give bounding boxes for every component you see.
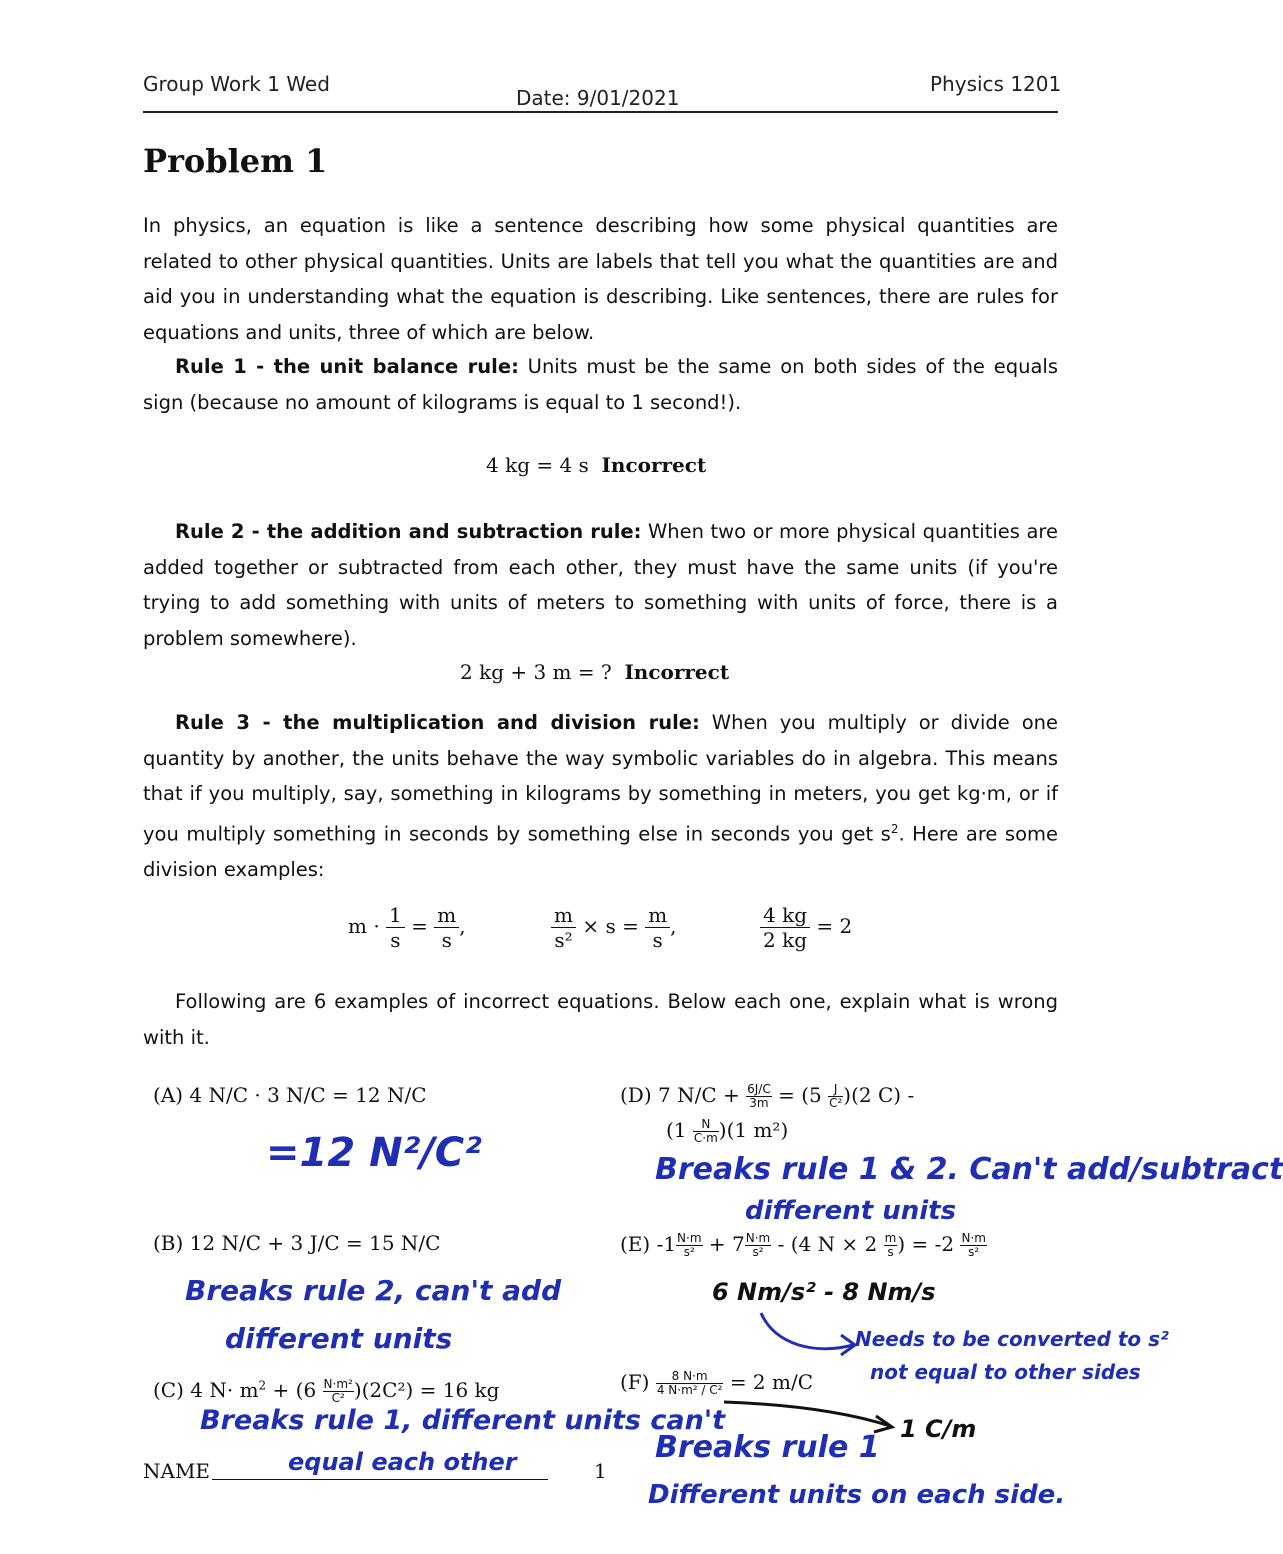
problem-f-part2: = 2 m/C — [729, 1370, 814, 1394]
d-frac2-num: J — [828, 1083, 843, 1097]
problem-b: (B) 12 N/C + 3 J/C = 15 N/C — [153, 1231, 441, 1255]
page-number: 1 — [594, 1459, 607, 1483]
e-frac1-num: N·m — [677, 1231, 702, 1245]
name-label: NAME — [143, 1459, 211, 1483]
problem-a: (A) 4 N/C · 3 N/C = 12 N/C — [153, 1083, 427, 1107]
division-example-2 — [551, 903, 677, 952]
ex2-result-fraction — [645, 903, 670, 952]
ex1-post: , — [459, 914, 466, 938]
rule2-example — [460, 660, 729, 684]
page-title: Problem 1 — [143, 142, 328, 180]
rule2-verdict: Incorrect — [624, 660, 730, 684]
problem-c-post: )(2C²) = 16 kg — [353, 1378, 500, 1402]
c-frac-den: C² — [331, 1391, 345, 1405]
f-frac-num: 8 N·m — [656, 1370, 724, 1384]
intro-paragraph: In physics, an equation is like a sentence describing how some physical quantities are related to other physical quantities. Units are labels that tell you what the quantities are and aid you in understanding what the equation is describing. Like sentences, there are rules for equations and units, three of which are below. — [143, 214, 1058, 344]
problem-d-fraction2 — [828, 1083, 843, 1110]
handwriting-d-1: Breaks rule 1 & 2. Can't add/subtract — [655, 1152, 1283, 1187]
e-frac3-den: s — [887, 1245, 894, 1259]
d-frac1-den: 3m — [749, 1096, 769, 1110]
d-frac1-num: 6J/C — [747, 1082, 771, 1096]
rule3-paragraph — [143, 705, 1058, 887]
rule2-equation: 2 kg + 3 m = ? — [460, 660, 612, 684]
problem-e-part3: - (4 N × 2 — [771, 1232, 884, 1256]
header-divider — [143, 111, 1058, 113]
handwriting-a: =12 N²/C² — [266, 1130, 482, 1176]
rule1-example — [486, 453, 706, 477]
d-frac3-den: C·m — [693, 1131, 718, 1145]
ex3-num: 4 kg — [760, 903, 810, 928]
problem-c: (C) 4 $N\cdot m^2 + (6$ $\frac{\text{N·m²}}{\text{C²}}$ )(2C²) = 16 kg — [153, 1377, 500, 1405]
handwriting-f-3: Different units on each side. — [648, 1480, 1066, 1510]
ex2-mid: × s = — [582, 914, 639, 938]
e-frac2-num: N·m — [745, 1231, 771, 1245]
handwriting-b-2: different units — [225, 1322, 453, 1355]
rule2-text: When two or more physical quantities are added together or subtracted from each other, they must have the same units (if you're trying to add something with units of meters to something with units of force, there is a problem somewhere). — [143, 520, 1058, 650]
c-frac-num: N·m² — [323, 1377, 353, 1391]
e-frac3-num: m — [884, 1231, 897, 1245]
handwriting-f-2: Breaks rule 1 — [655, 1430, 880, 1465]
handwriting-c-1: Breaks rule 1, different units can't — [200, 1405, 726, 1436]
rule1-heading: Rule 1 - the unit balance rule: — [175, 355, 519, 378]
problem-d-part3: )(2 C) - — [843, 1083, 915, 1107]
rule2-paragraph — [143, 514, 1058, 656]
problem-c-fraction — [323, 1378, 354, 1405]
problem-d-part2: = (5 — [778, 1083, 822, 1107]
handwriting-e-2: Needs to be converted to s² — [855, 1327, 1169, 1351]
problem-e-part4: ) = -2 — [897, 1232, 961, 1256]
ex1-num: 1 — [386, 903, 405, 928]
ex1-rnum: m — [434, 903, 459, 928]
handwriting-e-arrow — [755, 1305, 865, 1365]
problem-d-fraction3 — [693, 1118, 719, 1145]
problem-e-part1: (E) -1 — [620, 1232, 677, 1256]
division-example-3 — [760, 903, 852, 952]
problem-d — [620, 1083, 1058, 1110]
rule1-equation: 4 kg = 4 s — [486, 453, 589, 477]
problem-e — [620, 1232, 987, 1259]
name-underline — [212, 1479, 548, 1480]
e-frac4-num: N·m — [961, 1231, 986, 1245]
rule3-superscript: 2 — [890, 821, 899, 836]
ex1-rden: s — [441, 928, 452, 952]
problem-d-line2 — [666, 1118, 788, 1145]
header-right: Physics 1201 — [930, 72, 1062, 96]
handwriting-c-2: equal each other — [288, 1448, 517, 1476]
ex1-result-fraction — [434, 903, 459, 952]
handwriting-e-3: not equal to other sides — [870, 1360, 1141, 1384]
handwriting-f-1: 1 C/m — [900, 1415, 977, 1443]
ex3-den: 2 kg — [763, 928, 808, 952]
handwriting-e-1: 6 Nm/s² - 8 Nm/s — [712, 1278, 936, 1306]
rule1-text: Units must be the same on both sides of the equals sign (because no amount of kilograms is equal to 1 second!). — [143, 355, 1058, 414]
rule3-text: When you multiply or divide one quantity by another, the units behave the way symbolic variables do in algebra. This means that if you multiply, say, something in kilograms by something in meters, you get kg·m, or if you multiply something in seconds by something else in seconds you get s — [143, 711, 1059, 845]
problem-e-fraction2 — [745, 1232, 771, 1259]
rule3-heading: Rule 3 - the multiplication and division rule: — [175, 711, 700, 734]
ex1-equals: = — [411, 914, 428, 938]
ex2-rden: s — [652, 928, 663, 952]
ex1-den: s — [390, 928, 401, 952]
problem-e-part2: + 7 — [702, 1232, 745, 1256]
problem-f-fraction — [656, 1370, 724, 1397]
problem-d-part4: (1 — [666, 1118, 687, 1142]
ex3-fraction — [760, 903, 810, 952]
problem-c-mid: + (6 — [266, 1378, 323, 1402]
ex2-rnum: m — [645, 903, 670, 928]
instructions-paragraph: Following are 6 examples of incorrect equations. Below each one, explain what is wrong with it. — [143, 990, 1058, 1049]
ex3-post: = 2 — [816, 914, 853, 938]
ex2-den: s² — [554, 928, 573, 952]
problem-d-fraction1 — [746, 1083, 772, 1110]
rule1-paragraph — [143, 349, 1058, 420]
problem-e-fraction1 — [676, 1232, 702, 1259]
rule3-text-end: . Here are some division examples: — [143, 822, 1058, 881]
problem-f-part1: (F) — [620, 1370, 650, 1394]
ex2-num: m — [551, 903, 576, 928]
d-frac2-den: C² — [829, 1096, 843, 1110]
handwriting-b-1: Breaks rule 2, can't add — [185, 1274, 562, 1307]
ex1-fraction — [386, 903, 405, 952]
problem-e-fraction4 — [960, 1232, 986, 1259]
d-frac3-num: N — [693, 1118, 719, 1132]
problem-d-part5: )(1 m²) — [718, 1118, 789, 1142]
header-date: Date: 9/01/2021 — [516, 86, 680, 110]
e-frac2-den: s² — [752, 1245, 764, 1259]
problem-d-part1: (D) 7 N/C + — [620, 1083, 740, 1107]
division-example-1 — [348, 903, 466, 952]
ex1-prefix: m · — [348, 914, 380, 938]
rule2-heading: Rule 2 - the addition and subtraction rule: — [175, 520, 642, 543]
rule1-verdict: Incorrect — [601, 453, 707, 477]
handwriting-d-2: different units — [745, 1196, 957, 1226]
ex2-post: , — [670, 914, 677, 938]
header-left: Group Work 1 Wed — [143, 72, 330, 96]
e-frac1-den: s² — [683, 1245, 695, 1259]
ex2-fraction — [551, 903, 576, 952]
f-frac-den: 4 N·m² / C² — [656, 1383, 723, 1397]
problem-c-pre: (C) 4 N· m — [153, 1378, 259, 1402]
problem-e-fraction3 — [884, 1232, 898, 1259]
e-frac4-den: s² — [968, 1245, 980, 1259]
